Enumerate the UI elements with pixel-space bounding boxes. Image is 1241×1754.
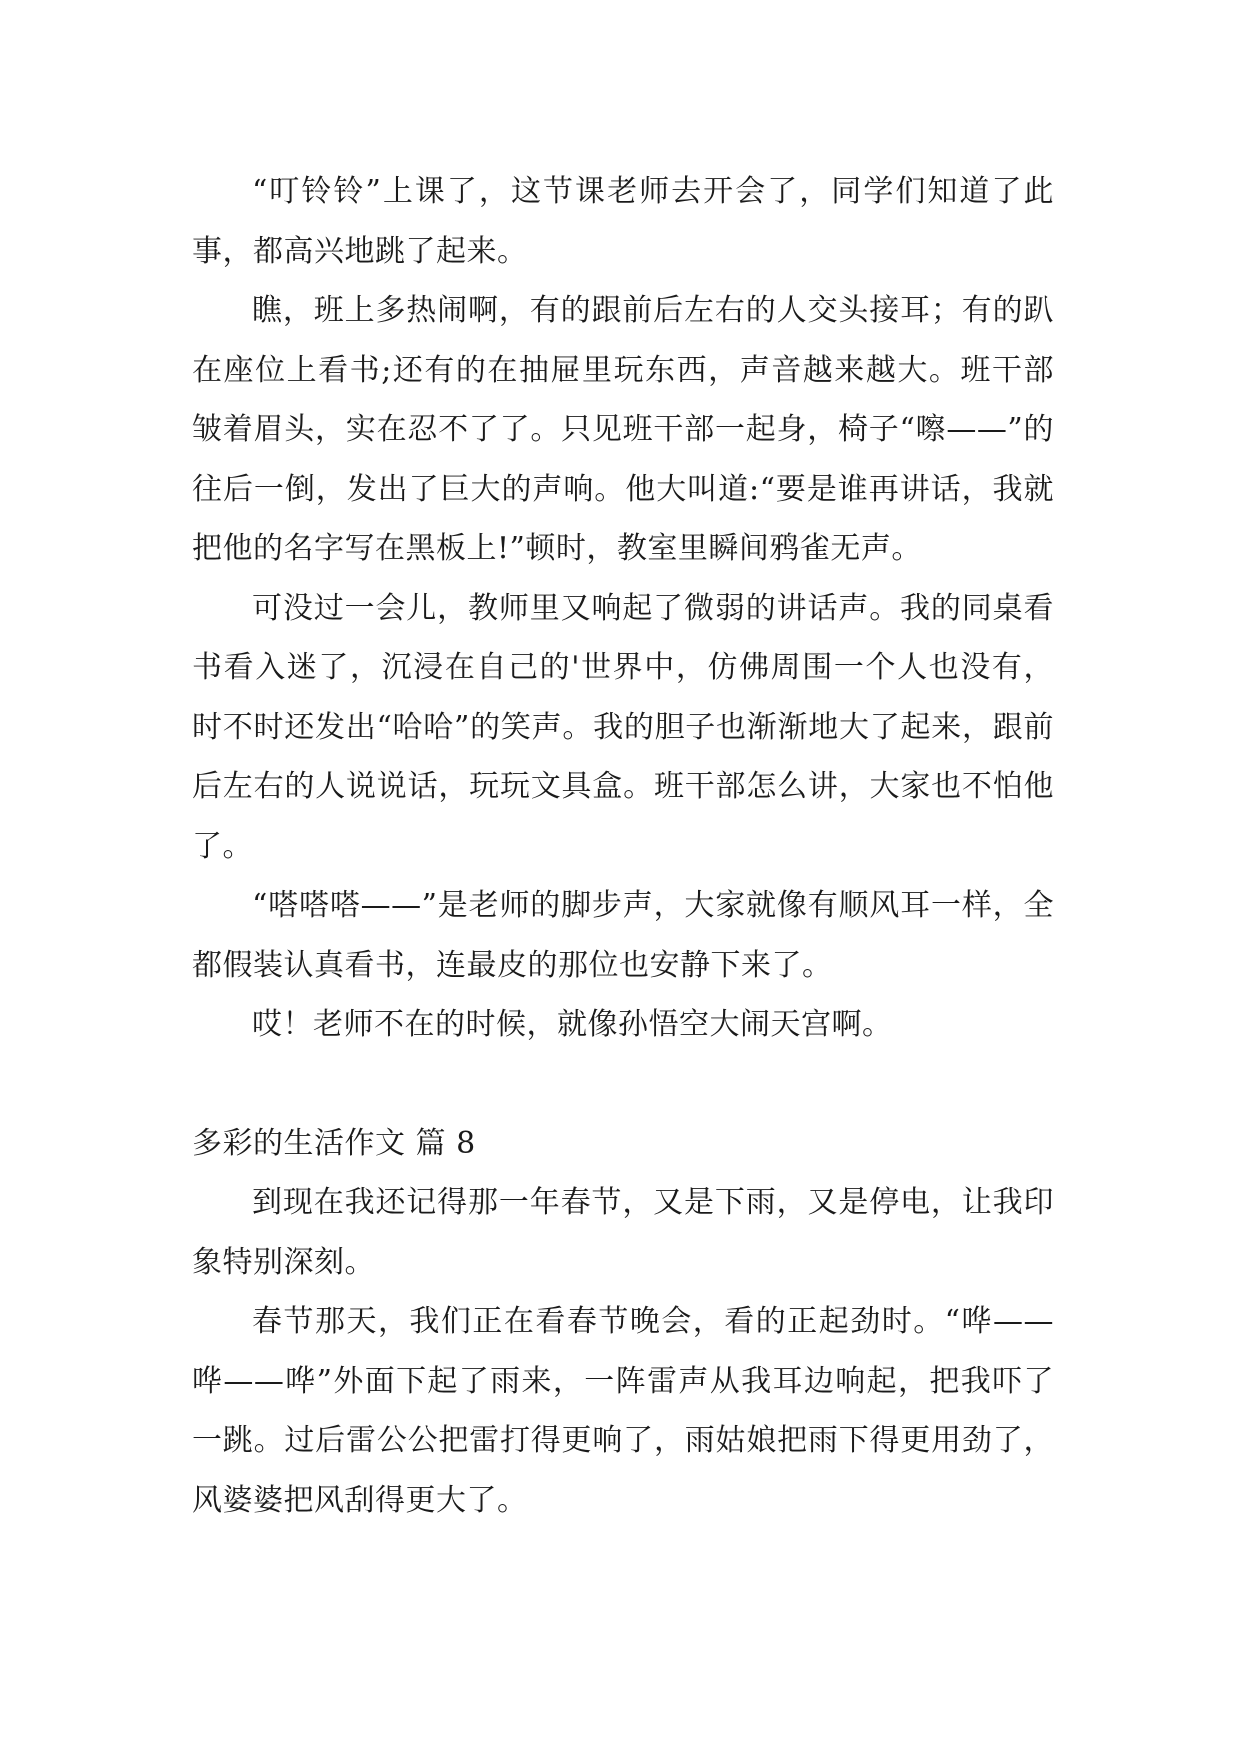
paragraph: 可没过一会儿，教师里又响起了微弱的讲话声。我的同桌看书看入迷了，沉浸在自己的'世界中，仿佛周围一个人也没有，时不时还发出“哈哈”的笑声。我的胆子也渐渐地大了起来，跟前后左右的人说说话，玩玩文具盒。班干部怎么讲，大家也不怕他了。 <box>192 590 1054 864</box>
paragraph: 春节那天，我们正在看春节晚会，看的正起劲时。“哗——哗——哗”外面下起了雨来，一阵雷声从我耳边响起，把我吓了一跳。过后雷公公把雷打得更响了，雨姑娘把雨下得更用劲了，风婆婆把风刮得更大了。 <box>192 1304 1054 1518</box>
document-body <box>192 162 1054 1530</box>
section-heading: 多彩的生活作文 篇 8 <box>192 1125 476 1161</box>
paragraph: “叮铃铃”上课了，这节课老师去开会了，同学们知道了此事，都高兴地跳了起来。 <box>192 174 1054 269</box>
paragraph: “嗒嗒嗒——”是老师的脚步声，大家就像有顺风耳一样，全都假装认真看书，连最皮的那位也安静下来了。 <box>192 888 1054 983</box>
paragraph: 哎！老师不在的时候，就像孙悟空大闹天宫啊。 <box>252 1007 893 1042</box>
paragraph: 到现在我还记得那一年春节，又是下雨，又是停电，让我印象特别深刻。 <box>192 1185 1054 1280</box>
paragraph: 瞧，班上多热闹啊，有的跟前后左右的人交头接耳；有的趴在座位上看书;还有的在抽屉里玩东西，声音越来越大。班干部皱着眉头，实在忍不了了。只见班干部一起身，椅子“嚓——”的往后一倒，发出了巨大的声响。他大叫道:“要是谁再讲话，我就把他的名字写在黑板上!”顿时，教室里瞬间鸦雀无声。 <box>192 293 1054 566</box>
